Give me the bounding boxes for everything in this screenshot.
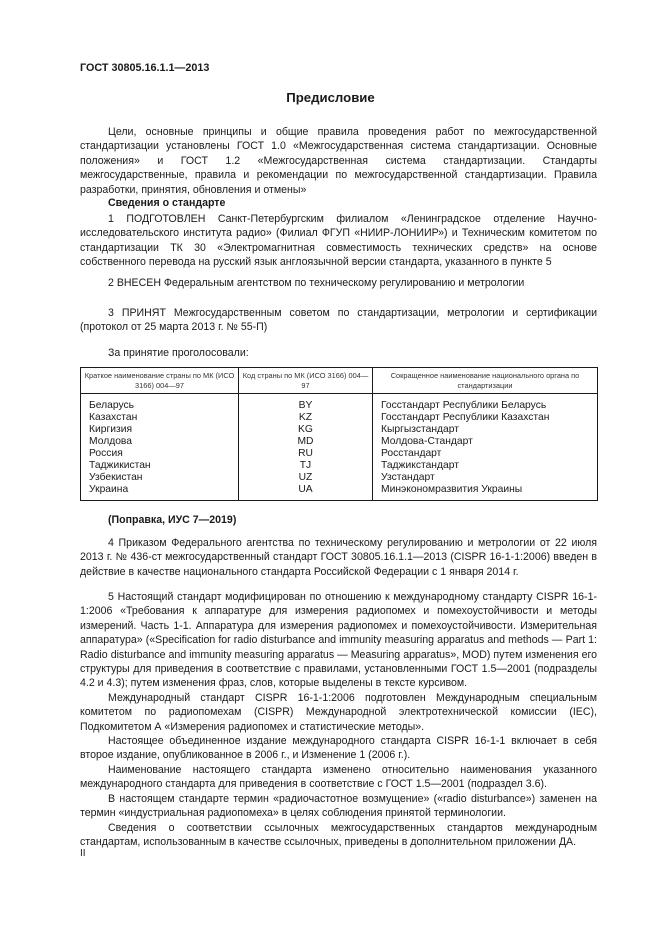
cell-body: Росстандарт	[373, 448, 598, 460]
cell-body: Госстандарт Республики Беларусь	[373, 394, 598, 413]
table-row	[81, 394, 598, 413]
table-row	[81, 424, 598, 436]
intro-block	[80, 125, 597, 197]
cell-body: Минэкономразвития Украины	[373, 484, 598, 501]
cell-country: Киргизия	[81, 424, 239, 436]
page-title: Предисловие	[286, 90, 375, 105]
intro-paragraph: Цели, основные принципы и общие правила проведения работ по межгосударственной стандартизации установлены ГОСТ 1.0 «Межгосударственная система стандартизации. Основные положения» и ГОСТ 1.2 «Межгосударственная система стандартизации. Стандарты межгосударственные, правила и рекомендации по межгосударственной стандартизации. Правила разработки, принятия, обновления и отмены»	[80, 126, 597, 196]
page-number: II	[80, 848, 86, 859]
cell-code: UA	[239, 484, 373, 501]
amendment-block	[80, 513, 597, 527]
table-row	[81, 460, 598, 472]
item-2-paragraph: 2 ВНЕСЕН Федеральным агентством по техническому регулированию и метрологии	[108, 277, 525, 289]
table-row	[81, 484, 598, 501]
item-3-block	[80, 306, 597, 335]
voting-table	[80, 367, 598, 501]
cell-body: Кыргызстандарт	[373, 424, 598, 436]
table-row	[81, 448, 598, 460]
cell-code: KG	[239, 424, 373, 436]
cell-country: Украина	[81, 484, 239, 501]
header-country-code: Код страны по МК (ИСО 3166) 004—97	[239, 368, 373, 394]
item-5-paragraph-1: 5 Настоящий стандарт модифицирован по отношению к международному стандарту CISPR 16-1-1:2006 «Требования к аппаратуре для измерения радиопомех и помехоустойчивости и методы измерений. Часть 1-1. Аппаратура для измерения радиопомех и помехоустойчивости. Измерительная аппаратура» («Specification for radio disturbance and immunity measuring apparatus and methods — Part 1: Radio disturbance and immunity measuring apparatus — Measuring apparatus», MOD) путем изменения его структуры для приведения в соответствие с правилами, установленными ГОСТ 1.5—2001 (подразделы 4.2 и 4.3); путем изменения фраз, слов, которые выделены в тексте курсивом.	[80, 591, 597, 690]
table-row	[81, 472, 598, 484]
item-5-paragraph-5: В настоящем стандарте термин «радиочастотное возмущение» («radio disturbance») заменен на термин «индустриальная радиопомеха» в целях соблюдения принятой терминологии.	[80, 792, 597, 820]
voted-label-block	[80, 346, 597, 360]
cell-country: Узбекистан	[81, 472, 239, 484]
item-5-block	[80, 590, 597, 849]
cell-country: Молдова	[81, 436, 239, 448]
item-2-block	[80, 276, 597, 290]
cell-code: BY	[239, 394, 373, 413]
cell-country: Беларусь	[81, 394, 239, 413]
item-5-paragraph-3: Настоящее объединенное издание международного стандарта CISPR 16-1-1 включает в себя второе издание, опубликованное в 2006 г., и Изменение 1 (2006 г.).	[80, 735, 597, 762]
header-national-body: Сокращенное наименование национального органа по стандартизации	[373, 368, 598, 394]
cell-body: Молдова-Стандарт	[373, 436, 598, 448]
item-3-paragraph: 3 ПРИНЯТ Межгосударственным советом по стандартизации, метрологии и сертификации (протокол от 25 марта 2013 г. № 55-П)	[80, 307, 597, 334]
cell-code: UZ	[239, 472, 373, 484]
table-header-row	[81, 368, 598, 394]
item-1-block	[80, 212, 597, 270]
item-5-paragraph-4: Наименование настоящего стандарта изменено относительно наименования указанного международного стандарта для приведения в соответствие с ГОСТ 1.5—2001 (подраздел 3.6).	[80, 763, 597, 791]
cell-country: Таджикистан	[81, 460, 239, 472]
info-heading-block	[80, 196, 597, 210]
cell-country: Казахстан	[81, 412, 239, 424]
item-4-block	[80, 536, 597, 579]
header-country-name: Краткое наименование страны по МК (ИСО 3166) 004—97	[81, 368, 239, 394]
cell-code: MD	[239, 436, 373, 448]
item-4-paragraph: 4 Приказом Федерального агентства по техническому регулированию и метрологии от 22 июля 2013 г. № 436-ст межгосударственный стандарт ГОСТ 30805.16.1.1—2013 (CISPR 16-1-1:2006) введен в действие в качестве национального стандарта Российской Федерации с 1 января 2014 г.	[80, 537, 597, 578]
standard-code-header: ГОСТ 30805.16.1.1—2013	[80, 62, 210, 74]
info-heading: Сведения о стандарте	[108, 197, 226, 209]
cell-code: TJ	[239, 460, 373, 472]
cell-body: Госстандарт Республики Казахстан	[373, 412, 598, 424]
item-5-paragraph-6: Сведения о соответствии ссылочных межгосударственных стандартов международным стандартам, использованным в качестве ссылочных, приведены в дополнительном приложении ДА.	[80, 821, 597, 848]
item-1-paragraph: 1 ПОДГОТОВЛЕН Санкт-Петербургским филиалом «Ленинградское отделение Научно-исследовательского института радио» (Филиал ФГУП «НИИР-ЛОНИИР») и Техническим комитетом по стандартизации ТК 30 «Электромагнитная совместимость технических средств» на основе собственного перевода на русский язык англоязычной версии стандарта, указанного в пункте 5	[80, 213, 597, 269]
voted-label: За принятие проголосовали:	[108, 347, 249, 359]
cell-body: Узстандарт	[373, 472, 598, 484]
amendment-note: (Поправка, ИУС 7—2019)	[108, 514, 237, 526]
cell-code: KZ	[239, 412, 373, 424]
cell-country: Россия	[81, 448, 239, 460]
table-row	[81, 412, 598, 424]
item-5-paragraph-2: Международный стандарт CISPR 16-1-1:2006 подготовлен Международным специальным комитетом по радиопомехам (CISPR) Международной электротехнической комиссии (IEC), Подкомитетом А «Измерения радиопомех и статистические методы».	[80, 691, 597, 733]
cell-code: RU	[239, 448, 373, 460]
table-row	[81, 436, 598, 448]
cell-body: Таджикстандарт	[373, 460, 598, 472]
